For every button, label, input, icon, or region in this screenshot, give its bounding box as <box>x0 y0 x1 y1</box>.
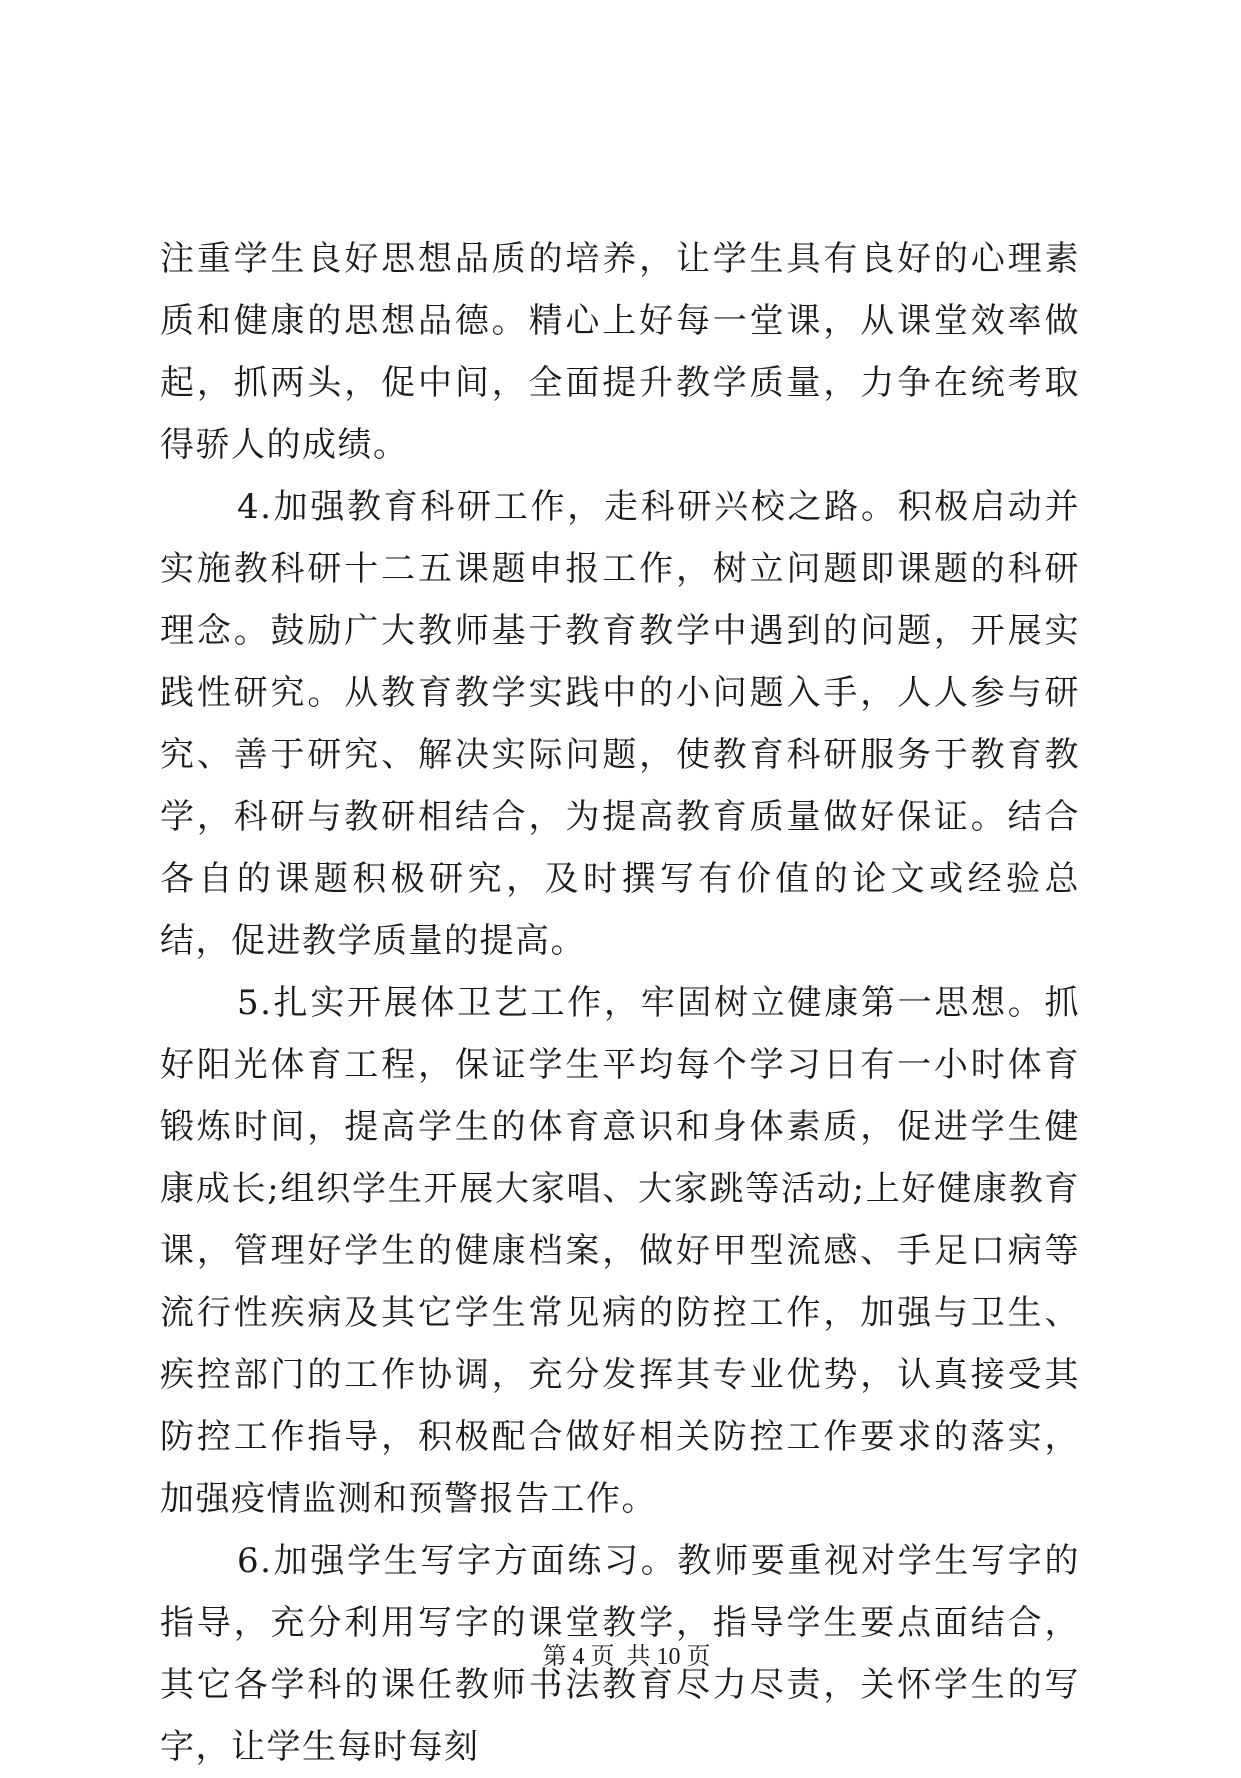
page-footer <box>0 1612 1241 1672</box>
paragraph-continuation: 注重学生良好思想品质的培养，让学生具有良好的心理素质和健康的思想品德。精心上好每一堂课，从课堂效率做起，抓两头，促中间，全面提升教学质量，力争在统考取得骄人的成绩。 <box>160 239 1080 465</box>
document-body <box>160 228 1080 1778</box>
paragraph-item-4: 4.加强教育科研工作，走科研兴校之路。积极启动并实施教科研十二五课题申报工作，树立问题即课题的科研理念。鼓励广大教师基于教育教学中遇到的问题，开展实践性研究。从教育教学实践中的小问题入手，人人参与研究、善于研究、解决实际问题，使教育科研服务于教育教学，科研与教研相结合，为提高教育质量做好保证。结合各自的课题积极研究，及时撰写有价值的论文或经验总结，促进教学质量的提高。 <box>160 487 1080 961</box>
paragraph-item-5: 5.扎实开展体卫艺工作，牢固树立健康第一思想。抓好阳光体育工程，保证学生平均每个学习日有一小时体育锻炼时间，提高学生的体育意识和身体素质，促进学生健康成长;组织学生开展大家唱、大家跳等活动;上好健康教育课，管理好学生的健康档案，做好甲型流感、手足口病等流行性疾病及其它学生常见病的防控工作，加强与卫生、疾控部门的工作协调，充分发挥其专业优势，认真接受其防控工作指导，积极配合做好相关防控工作要求的落实，加强疫情监测和预警报告工作。 <box>160 983 1080 1519</box>
page-number-label: 第 4 页 共 10 页 <box>542 1644 711 1670</box>
paragraph-item-6: 6.加强学生写字方面练习。教师要重视对学生写字的指导，充分利用写字的课堂教学，指导学生要点面结合，其它各学科的课任教师书法教育尽力尽责，关怀学生的写字，让学生每时每刻 <box>160 1541 1080 1767</box>
